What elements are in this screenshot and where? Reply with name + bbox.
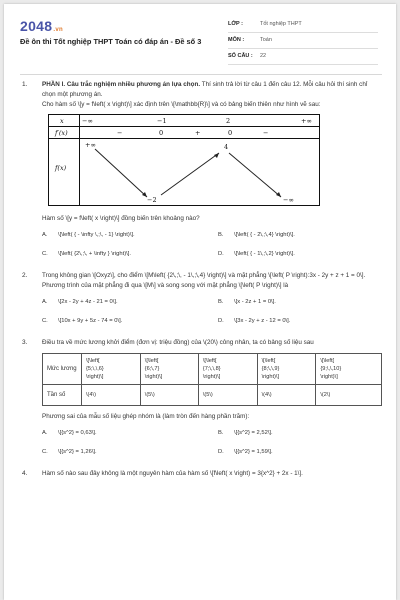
question-prompt: Hàm số \[y = f\left( x \right)\] đồng biến trên khoảng nào? — [42, 215, 200, 222]
questions-body — [4, 80, 396, 479]
x-row-label: x — [60, 117, 64, 125]
table-cell: \[\left[ {7;\,\,8} \right)\] — [198, 354, 257, 385]
option-b[interactable]: B. \[{s^2} = 2,52\]. — [218, 430, 273, 436]
site-logo[interactable]: 2048.vn — [20, 18, 63, 34]
table-header-cell: Tần số — [43, 385, 82, 406]
fprime-row-label: f′(x) — [55, 129, 68, 137]
sign: + — [195, 129, 201, 137]
option-a[interactable]: A. \[2x - 2y + 4z - 21 = 0\]. — [42, 299, 118, 305]
table-cell: \(5\) — [198, 385, 257, 406]
question-text: Điều tra về mức lương khởi điểm (đơn vị: triệu đồng) của \(20\) công nhân, ta có bảng số liệu sau — [42, 339, 314, 346]
option-c[interactable]: C. \[10x + 9y + 5z - 74 = 0\]. — [42, 318, 123, 324]
question-number: 3. — [22, 339, 28, 346]
meta-question-count: SỐ CÂU : 22 — [228, 50, 378, 65]
question-number: 4. — [22, 470, 28, 477]
f-value: +∞ — [85, 141, 96, 149]
x-value: −∞ — [82, 117, 93, 125]
option-d[interactable]: D. \[\left( { - 1\,;\,2} \right)\]. — [218, 251, 295, 257]
question-1 — [4, 80, 396, 259]
frequency-table — [42, 353, 382, 406]
table-cell: \[\left[ {5;\,\,6} \right)\] — [82, 354, 141, 385]
sign: − — [263, 129, 269, 137]
f-value: −2 — [147, 196, 157, 204]
question-prompt: Phương sai của mẫu số liệu ghép nhóm là (làm tròn đến hàng phần trăm): — [42, 413, 250, 420]
option-b[interactable]: B. \[x - 2z + 1 = 0\]. — [218, 299, 276, 305]
question-number: 2. — [22, 272, 28, 279]
question-text-2: Cho hàm số \[y = f\left( x \right)\] xác định trên \[\mathbb{R}\] và có bảng biến thiên như hình vẽ sau: — [42, 101, 321, 108]
question-number: 1. — [22, 81, 28, 88]
variation-table — [48, 114, 320, 206]
document-page — [4, 4, 396, 600]
answer-options — [42, 297, 382, 326]
question-text: Hàm số nào sau đây không là một nguyên hàm của hàm số \[f\left( x \right) = 3{x^2} + 2x - 1\]. — [42, 470, 303, 477]
table-cell: \(2\) — [316, 385, 382, 406]
table-cell: \[\left[ {8;\,\,9} \right)\] — [257, 354, 316, 385]
table-cell: \[\left[ {6;\,7} \right)\] — [140, 354, 198, 385]
page-header — [4, 4, 396, 72]
question-text: PHẦN I. Câu trắc nghiệm nhiều phương án lựa chọn. Thí sinh trả lời từ câu 1 đến câu 12. Mỗi câu hỏi thí sinh chỉ chọn một phương án. — [42, 81, 368, 98]
table-cell: \(4\) — [82, 385, 141, 406]
document-title: Đề ôn thi Tốt nghiệp THPT Toán có đáp án - Đề số 3 — [20, 37, 202, 46]
table-cell: \(4\) — [257, 385, 316, 406]
x-value: −1 — [157, 117, 167, 125]
option-d[interactable]: D. \[{s^2} = 1,59\]. — [218, 449, 273, 455]
question-2 — [4, 271, 396, 326]
question-3 — [4, 338, 396, 457]
sign: 0 — [159, 129, 164, 137]
option-a[interactable]: A. \[{s^2} = 0,63\]. — [42, 430, 97, 436]
meta-subject: MÔN : Toán — [228, 34, 378, 49]
table-row — [43, 385, 382, 406]
option-a[interactable]: A. \[\left( { - \infty \,;\, - 1} \right)\]. — [42, 232, 135, 238]
sign: − — [117, 129, 123, 137]
x-value: +∞ — [301, 117, 312, 125]
answer-options — [42, 230, 382, 259]
question-4 — [4, 469, 396, 479]
f-row-label: f(x) — [55, 164, 67, 172]
table-cell: \[\left[ {9;\,\,10} \right)\] — [316, 354, 382, 385]
option-c[interactable]: C. \[{s^2} = 1,26\]. — [42, 449, 97, 455]
variation-arrows — [49, 115, 319, 205]
table-row — [43, 354, 382, 385]
sign: 0 — [228, 129, 233, 137]
x-value: 2 — [226, 117, 231, 125]
option-b[interactable]: B. \[\left( { - 2\,;\,4} \right)\]. — [218, 232, 295, 238]
option-d[interactable]: D. \[3x - 2y + z - 12 = 0\]. — [218, 318, 291, 324]
question-text: Trong không gian \[Oxyz\], cho điểm \[M\left( {2\,;\, - 1\,;\,4} \right)\] và mặt phẳng \[\left( P \right):3x - 2y + z + 1 = 0\]. Phương trình của mặt phẳng đi qua \[M\] và song song với mặt phẳng \[\left( P \right)\] là — [42, 272, 366, 289]
f-value: 4 — [224, 143, 229, 151]
table-header-cell: Mức lương — [43, 354, 82, 385]
f-value: −∞ — [283, 196, 294, 204]
meta-class: LỚP : Tốt nghiệp THPT — [228, 18, 378, 33]
option-c[interactable]: C. \[\left( {2\,;\, + \infty } \right)\]. — [42, 251, 131, 257]
table-cell: \(5\) — [140, 385, 198, 406]
header-divider — [20, 74, 382, 75]
answer-options — [42, 428, 382, 457]
